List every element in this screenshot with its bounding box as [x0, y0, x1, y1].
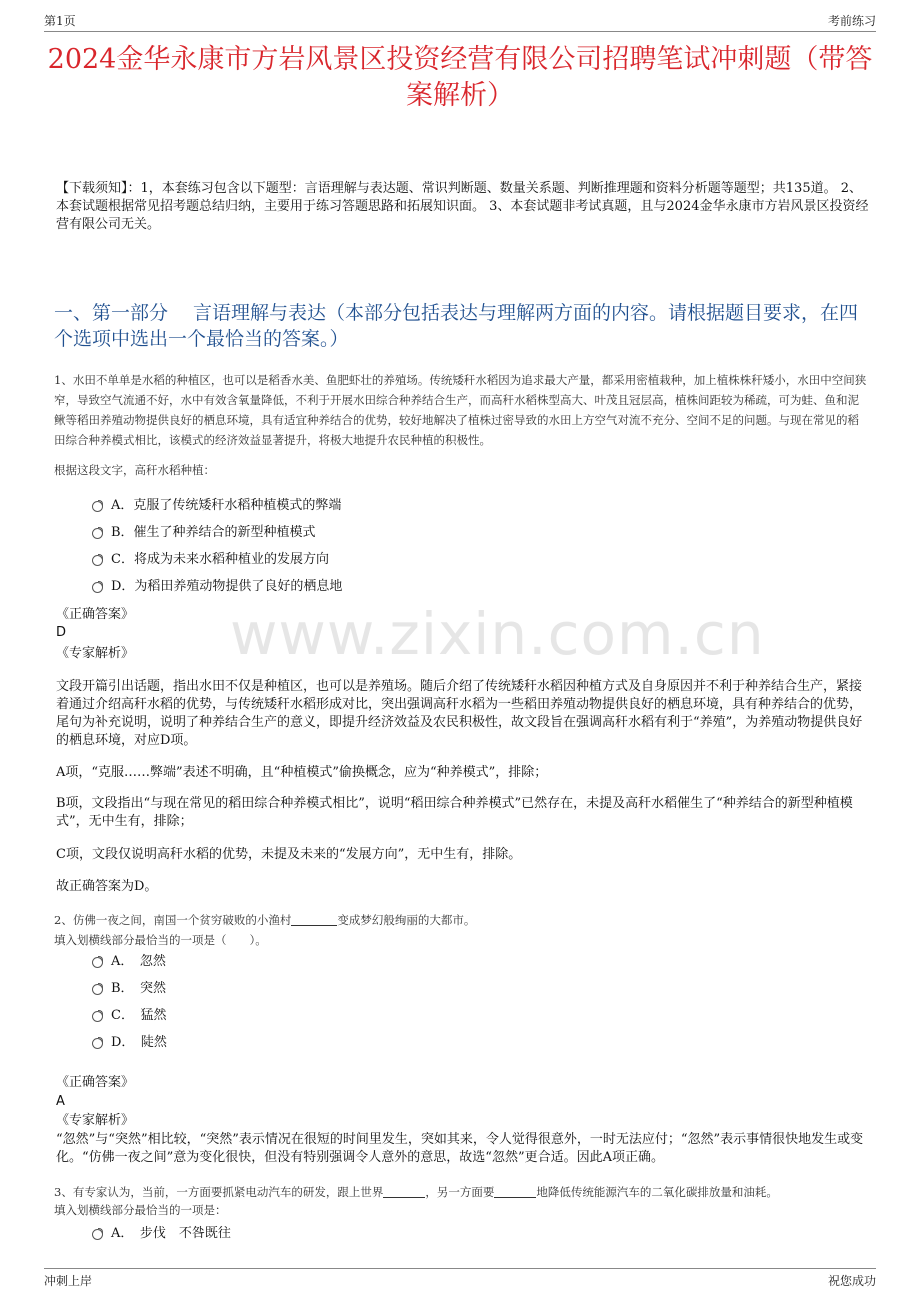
question-2-answer: A: [56, 1094, 65, 1109]
question-3-prompt: 填入划横线部分最恰当的一项是：: [54, 1203, 227, 1217]
question-1-analysis-b: B项，文段指出“与现在常见的稻田综合种养模式相比”，说明“稻田综合种养模式”已然存在，未提及高秆水稻催生了“种养结合的新型种植模式”，无中生有，排除；: [56, 796, 853, 829]
question-1-option-a[interactable]: A．克服了传统矮秆水稻种植模式的弊端: [92, 496, 341, 516]
blank-line: [291, 913, 337, 926]
radio-icon[interactable]: [92, 582, 103, 593]
question-1-analysis-label: 《专家解析》: [56, 646, 135, 661]
page-number: 第1页: [44, 14, 76, 28]
radio-icon[interactable]: [92, 1229, 103, 1240]
question-3-stem: 3、有专家认为，当前，一方面要抓紧电动汽车的研发，跟上世界 ，另一方面要 地降低传统能源汽车的二氧化碳排放量和油耗。: [54, 1185, 778, 1199]
download-notice: 【下载须知】：1，本套练习包含以下题型：言语理解与表达题、常识判断题、数量关系题、判断推理题和资料分析题等题型；共135道。 2、本套试题根据常见招考题总结归纳，主要用于练习答题思路和拓展知识面。 3、本套试题非考试真题，且与2024金华永康市方岩风景区投资经营有限公司无关。: [56, 181, 869, 232]
question-2-option-d[interactable]: D． 陡然: [92, 1033, 167, 1053]
footer-divider: [44, 1268, 876, 1269]
radio-icon[interactable]: [92, 1011, 103, 1022]
question-1-answer-label: 《正确答案》: [56, 607, 135, 622]
header-tag: 考前练习: [827, 14, 876, 28]
question-2-stem: 2、仿佛一夜之间，南国一个贫穷破败的小渔村 变成梦幻般绚丽的大都市。: [54, 913, 476, 927]
question-2-analysis-label: 《专家解析》: [56, 1113, 135, 1128]
question-3-option-a[interactable]: A． 步伐 不咎既往: [92, 1224, 231, 1244]
question-1-stem: 1、水田不单单是水稻的种植区，也可以是稻香水美、鱼肥虾壮的养殖场。传统矮秆水稻因为追求最大产量，都采用密植栽种，加上植株株秆矮小，水田中空间狭窄，导致空气流通不好，水中有效含氧量降低，不利于开展水田综合种养结合生产，而高秆水稻株型高大、叶茂且冠层高，植株间距较为稀疏，可为蛙、鱼和泥鳅等稻田养殖动物提供良好的栖息环境，具有适宜种养结合的优势，较好地解决了植株过密导致的水田上方空气对流不充分、空间不足的问题。与现在常见的稻田综合种养模式相比，该模式的经济效益显著提升，将极大地提升农民种植的积极性。: [54, 373, 867, 447]
document-title: 2024金华永康市方岩风景区投资经营有限公司招聘笔试冲刺题（带答案解析）: [47, 44, 873, 111]
question-1-analysis-c: C项，文段仅说明高秆水稻的优势，未提及未来的“发展方向”，无中生有，排除。: [56, 847, 522, 862]
question-1-prompt: 根据这段文字，高秆水稻种植：: [54, 463, 215, 477]
question-2-answer-label: 《正确答案》: [56, 1075, 135, 1090]
question-2-option-b[interactable]: B． 突然: [92, 979, 166, 999]
footer-right: 祝您成功: [827, 1274, 876, 1288]
question-1-option-b[interactable]: B．催生了种养结合的新型种植模式: [92, 523, 316, 543]
radio-icon[interactable]: [92, 555, 103, 566]
question-2-option-a[interactable]: A． 忽然: [92, 952, 166, 972]
question-1-option-c[interactable]: C．将成为未来水稻种植业的发展方向: [92, 550, 329, 570]
footer-left: 冲刺上岸: [44, 1274, 93, 1288]
blank-line: [494, 1185, 536, 1198]
radio-icon[interactable]: [92, 1038, 103, 1049]
header-divider: [44, 31, 876, 32]
radio-icon[interactable]: [92, 984, 103, 995]
question-1-answer: D: [56, 625, 67, 640]
radio-icon[interactable]: [92, 957, 103, 968]
question-1-analysis-a: A项，“克服……弊端”表述不明确，且“种植模式”偷换概念，应为“种养模式”，排除；: [56, 765, 548, 780]
watermark: www.zixin.com.cn: [230, 600, 765, 668]
question-1-conclusion: 故正确答案为D。: [56, 879, 158, 894]
radio-icon[interactable]: [92, 528, 103, 539]
question-2-prompt: 填入划横线部分最恰当的一项是（ ）。: [54, 933, 267, 947]
radio-icon[interactable]: [92, 501, 103, 512]
question-2-option-c[interactable]: C． 猛然: [92, 1006, 166, 1026]
question-2-analysis: “忽然”与“突然”相比较，“突然”表示情况在很短的时间里发生，突如其来，令人觉得很意外，一时无法应付；“忽然”表示事情很快地发生或变化。“仿佛一夜之间”意为变化很快，但没有特别强调令人意外的意思，故选“忽然”更合适。因此A项正确。: [56, 1132, 864, 1165]
blank-line: [383, 1185, 425, 1198]
section-heading: 一、第一部分 言语理解与表达（本部分包括表达与理解两方面的内容。请根据题目要求，在四个选项中选出一个最恰当的答案。）: [54, 302, 859, 350]
question-1-option-d[interactable]: D．为稻田养殖动物提供了良好的栖息地: [92, 577, 342, 597]
question-1-analysis-main: 文段开篇引出话题，指出水田不仅是种植区，也可以是养殖场。随后介绍了传统矮秆水稻因种植方式及自身原因并不利于种养结合生产，紧接着通过介绍高秆水稻的优势，与传统矮秆水稻形成对比，突出强调高秆水稻为一些稻田养殖动物提供良好的栖息环境，具有种养结合的优势，尾句为补充说明，说明了种养结合生产的意义，即提升经济效益及农民积极性，故文段旨在强调高秆水稻有利于“养殖”，为养殖动物提供良好的栖息环境，对应D项。: [56, 679, 863, 748]
